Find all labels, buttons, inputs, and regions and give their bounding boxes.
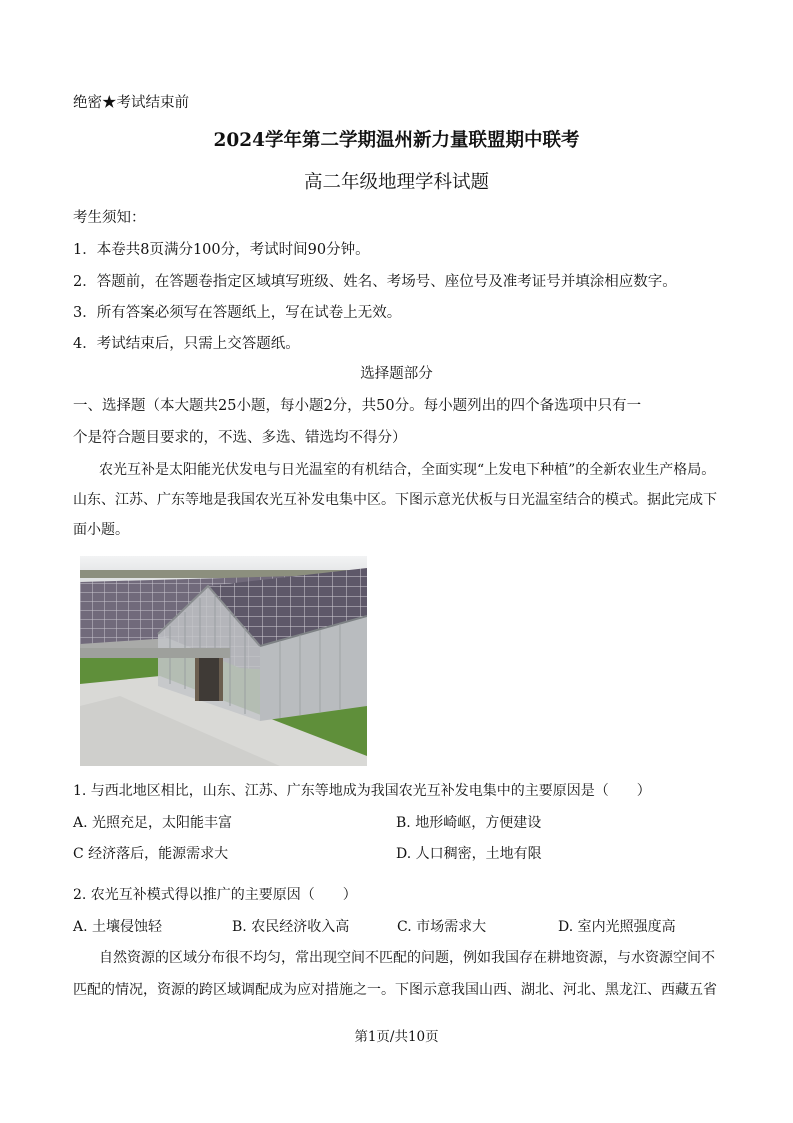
notice-item: 3．所有答案必须写在答题纸上，写在试卷上无效。 (73, 305, 402, 321)
option-c[interactable]: C 经济落后，能源需求大 (73, 846, 229, 862)
exam-subtitle: 高二年级地理学科试题 (303, 172, 489, 193)
passage-line: 匹配的情况，资源的跨区域调配成为应对措施之一。下图示意我国山西、湖北、河北、黑龙江、西藏五省 (73, 982, 717, 998)
part-title: 选择题部分 (360, 366, 433, 382)
notice-item: 4．考试结束后，只需上交答题纸。 (73, 336, 300, 352)
option-a[interactable]: A. 土壤侵蚀轻 (73, 919, 163, 935)
section-instructions: 个是符合题目要求的，不选、多选、错选均不得分） (73, 430, 407, 446)
notice-item: 2．答题前，在答题卷指定区域填写班级、姓名、考场号、座位号及准考证号并填涂相应数字。 (73, 274, 677, 290)
option-b[interactable]: B. 地形崎岖，方便建设 (396, 815, 542, 831)
option-d[interactable]: D. 人口稠密，土地有限 (396, 846, 542, 862)
option-d[interactable]: D. 室内光照强度高 (558, 919, 676, 935)
exam-title: 2024学年第二学期温州新力量联盟期中联考 (213, 130, 580, 151)
secret-label: 绝密★考试结束前 (73, 95, 189, 111)
option-a[interactable]: A. 光照充足，太阳能丰富 (73, 815, 233, 831)
passage-line: 面小题。 (73, 522, 129, 538)
page-number: 第1页/共10页 (354, 1029, 439, 1045)
option-b[interactable]: B. 农民经济收入高 (232, 919, 350, 935)
passage-line: 农光互补是太阳能光伏发电与日光温室的有机结合，全面实现“上发电下种植”的全新农业生产格局。 (99, 462, 716, 478)
section-instructions: 一、选择题（本大题共25小题，每小题2分，共50分。每小题列出的四个备选项中只有一 (73, 398, 642, 414)
greenhouse-illustration (80, 556, 367, 766)
passage-line: 自然资源的区域分布很不均匀，常出现空间不匹配的问题，例如我国存在耕地资源，与水资源空间不 (99, 950, 715, 966)
notice-item: 1．本卷共8页满分100分，考试时间90分钟。 (73, 242, 370, 258)
question-stem: 1. 与西北地区相比，山东、江苏、广东等地成为我国农光互补发电集中的主要原因是（ ） (73, 783, 651, 799)
passage-line: 山东、江苏、广东等地是我国农光互补发电集中区。下图示意光伏板与日光温室结合的模式。据此完成下 (73, 492, 717, 508)
greenhouse-photo (80, 556, 367, 766)
notice-heading: 考生须知： (73, 210, 146, 226)
option-c[interactable]: C. 市场需求大 (397, 919, 487, 935)
question-stem: 2. 农光互补模式得以推广的主要原因（ ） (73, 887, 357, 903)
